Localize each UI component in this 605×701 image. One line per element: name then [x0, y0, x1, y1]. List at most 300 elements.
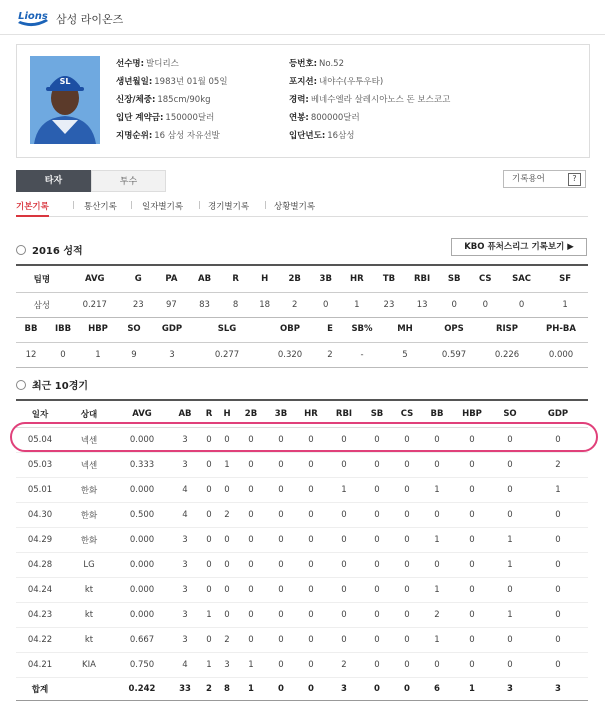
table-row: [16, 528, 588, 553]
stat-cell: 0: [236, 453, 266, 478]
total-cell: 0.242: [114, 678, 170, 701]
stat-cell: 0: [200, 553, 218, 578]
stat-cell: 1: [200, 603, 218, 628]
stat-cell: kt: [64, 628, 114, 653]
stat-cell: -: [342, 343, 382, 368]
stat-cell: 0: [236, 528, 266, 553]
stat-cell: 0: [492, 653, 528, 678]
stat-cell: 13: [406, 293, 439, 318]
stat-cell: 0: [528, 603, 588, 628]
total-cell: 33: [170, 678, 200, 701]
stat-cell: 0.750: [114, 653, 170, 678]
table-row: [16, 503, 588, 528]
column-header: BB: [16, 316, 46, 343]
subnav-daily-record[interactable]: 일자별기록: [142, 202, 184, 212]
stat-cell: 97: [155, 293, 188, 318]
lions-logo[interactable]: [16, 6, 50, 28]
stat-cell: 0: [200, 628, 218, 653]
stat-cell: 1: [422, 478, 452, 503]
column-header: SAC: [501, 265, 542, 293]
column-header: PH-BA: [534, 316, 588, 343]
profile-body-row: 신장/체중: 185cm/90kg: [116, 95, 211, 105]
total-cell: 0: [362, 678, 392, 701]
section-bullet-icon: [16, 245, 26, 255]
column-header: SB: [439, 265, 470, 293]
stat-cell: 0: [452, 553, 492, 578]
stat-cell: 0: [296, 653, 326, 678]
stat-cell: 1: [422, 528, 452, 553]
subnav-basic-record[interactable]: 기본기록: [16, 200, 49, 217]
profile-bonus-row: 입단 계약금: 150000달러: [116, 113, 215, 123]
stat-cell: 4: [170, 503, 200, 528]
stat-cell: 0: [200, 578, 218, 603]
total-cell: 합계: [16, 678, 64, 701]
stat-cell: 0: [392, 503, 422, 528]
column-header: RBI: [326, 400, 362, 428]
stat-cell: 0: [362, 553, 392, 578]
column-header: 2B: [236, 400, 266, 428]
column-header: AB: [188, 265, 221, 293]
stat-cell: 0: [492, 503, 528, 528]
recent-games-table: [16, 399, 588, 701]
stat-cell: 0: [326, 578, 362, 603]
stat-cell: 0.000: [114, 578, 170, 603]
stat-cell: 0.000: [114, 553, 170, 578]
stat-cell: 1: [236, 653, 266, 678]
stat-cell: 0: [236, 578, 266, 603]
column-header: E: [318, 316, 342, 343]
column-header: HR: [296, 400, 326, 428]
column-header: PA: [155, 265, 188, 293]
stat-cell: 0: [200, 503, 218, 528]
stat-cell: 0: [362, 478, 392, 503]
stat-cell: 18: [250, 293, 279, 318]
stat-cell: 0.000: [534, 343, 588, 368]
total-cell: 8: [218, 678, 236, 701]
stat-cell: 05.01: [16, 478, 64, 503]
total-cell: 3: [326, 678, 362, 701]
stat-cell: 3: [170, 528, 200, 553]
stat-cell: 0: [362, 453, 392, 478]
stat-cell: kt: [64, 578, 114, 603]
column-header: OBP: [262, 316, 318, 343]
column-header: MH: [382, 316, 428, 343]
stat-cell: 0.000: [114, 478, 170, 503]
column-header: HBP: [80, 316, 116, 343]
column-header: SO: [492, 400, 528, 428]
stat-cell: 3: [170, 553, 200, 578]
season-section-title: 2016 성적: [16, 242, 83, 257]
total-cell: [64, 678, 114, 701]
subnav-game-record[interactable]: 경기별기록: [208, 202, 250, 212]
stat-cell: 0: [236, 478, 266, 503]
profile-career-row: 경력: 베네수엘라 살레시아노스 돈 보스코고: [289, 95, 451, 105]
stat-cell: 0: [218, 428, 236, 453]
column-header: R: [200, 400, 218, 428]
column-header: 팀명: [16, 265, 68, 293]
stat-cell: 3: [152, 343, 192, 368]
stat-cell: 0: [492, 478, 528, 503]
stat-cell: 0: [200, 478, 218, 503]
stat-cell: 0: [392, 478, 422, 503]
column-header: CS: [470, 265, 501, 293]
stat-cell: 0: [492, 453, 528, 478]
stat-cell: 0: [218, 553, 236, 578]
column-header: RISP: [480, 316, 534, 343]
profile-left-column: [116, 55, 228, 145]
stat-cell: 0: [392, 428, 422, 453]
table-row: [16, 428, 588, 453]
subnav-divider: |: [130, 200, 133, 209]
stat-cell: 0.500: [114, 503, 170, 528]
stat-cell: 1: [80, 343, 116, 368]
stat-cell: 1: [492, 553, 528, 578]
top-header: [0, 0, 605, 35]
stat-cell: 0: [326, 453, 362, 478]
subnav-divider: |: [264, 200, 267, 209]
svg-text:Lions: Lions: [18, 11, 48, 22]
column-header: GDP: [528, 400, 588, 428]
profile-position-row: 포지션: 내야수(우투우타): [289, 77, 384, 87]
profile-salary-row: 연봉: 800000달러: [289, 113, 360, 123]
column-header: HBP: [452, 400, 492, 428]
subnav-divider: |: [72, 200, 75, 209]
column-header: SF: [542, 265, 588, 293]
stat-cell: 3: [170, 453, 200, 478]
stat-cell: 넥센: [64, 453, 114, 478]
stat-cell: 0: [200, 528, 218, 553]
profile-draft-row: 지명순위: 16 삼성 자유선발: [116, 131, 220, 141]
stat-cell: 0: [392, 653, 422, 678]
stat-cell: 0: [296, 478, 326, 503]
stat-cell: 한화: [64, 478, 114, 503]
stat-cell: 0: [362, 428, 392, 453]
stat-cell: 0: [422, 653, 452, 678]
help-icon: ?: [568, 173, 581, 186]
stat-cell: 0: [326, 628, 362, 653]
stat-cell: 0: [528, 503, 588, 528]
stat-cell: 04.30: [16, 503, 64, 528]
stat-cell: 0: [362, 578, 392, 603]
tab-pitcher[interactable]: 투수: [91, 170, 166, 192]
stat-cell: 04.21: [16, 653, 64, 678]
stat-cell: 0: [422, 553, 452, 578]
stat-cell: 0: [392, 453, 422, 478]
total-cell: 0: [266, 678, 296, 701]
stat-cell: 0.333: [114, 453, 170, 478]
stat-cell: 8: [221, 293, 250, 318]
table-row: [16, 628, 588, 653]
stat-cell: 1: [542, 293, 588, 318]
stat-cell: 0: [266, 553, 296, 578]
stat-cell: 05.03: [16, 453, 64, 478]
stat-cell: 04.23: [16, 603, 64, 628]
player-photo: [30, 56, 100, 144]
table-row: [16, 603, 588, 628]
stat-cell: 04.22: [16, 628, 64, 653]
stat-cell: 3: [170, 628, 200, 653]
stat-cell: 0: [218, 578, 236, 603]
stat-cell: 0: [266, 478, 296, 503]
column-header: SO: [116, 316, 152, 343]
stat-cell: 삼성: [16, 293, 68, 318]
stat-cell: 23: [372, 293, 405, 318]
stat-cell: 2: [218, 503, 236, 528]
stat-cell: 0: [528, 428, 588, 453]
column-header: IBB: [46, 316, 80, 343]
subnav-situation-record[interactable]: 상황별기록: [274, 202, 316, 212]
tab-batter[interactable]: 타자: [16, 170, 91, 192]
stat-cell: 0: [492, 428, 528, 453]
stat-cell: 0: [392, 553, 422, 578]
total-cell: 1: [236, 678, 266, 701]
stat-cell: 0: [236, 428, 266, 453]
stat-cell: 0: [326, 528, 362, 553]
stat-cell: 0: [452, 428, 492, 453]
stat-cell: 2: [218, 628, 236, 653]
stat-cell: 1: [341, 293, 372, 318]
total-cell: 1: [452, 678, 492, 701]
svg-text:SL: SL: [59, 77, 71, 86]
column-header: H: [250, 265, 279, 293]
stat-cell: 0.000: [114, 428, 170, 453]
stat-cell: 0: [452, 528, 492, 553]
column-header: AVG: [114, 400, 170, 428]
total-cell: 6: [422, 678, 452, 701]
season-stats-table-1: [16, 264, 588, 318]
stat-cell: 0: [266, 528, 296, 553]
total-cell: 3: [492, 678, 528, 701]
stat-cell: 한화: [64, 528, 114, 553]
profile-number-row: 등번호: No.52: [289, 59, 344, 69]
stat-cell: 0.277: [192, 343, 262, 368]
stat-cell: 04.24: [16, 578, 64, 603]
stat-cell: 0: [439, 293, 470, 318]
stat-cell: 2: [318, 343, 342, 368]
stat-cell: 83: [188, 293, 221, 318]
column-header: G: [122, 265, 155, 293]
stat-cell: 0: [200, 428, 218, 453]
stat-cell: 0: [266, 653, 296, 678]
stat-cell: 3: [218, 653, 236, 678]
column-header: OPS: [428, 316, 480, 343]
stat-cell: 0: [528, 653, 588, 678]
total-cell: 0: [392, 678, 422, 701]
stat-cell: 0: [236, 603, 266, 628]
total-row: [16, 678, 588, 701]
stat-cell: 0: [452, 603, 492, 628]
stat-cell: 1: [528, 478, 588, 503]
column-header: GDP: [152, 316, 192, 343]
stat-cell: LG: [64, 553, 114, 578]
stat-cell: 0: [326, 553, 362, 578]
stat-cell: 04.29: [16, 528, 64, 553]
stat-cell: 0: [266, 628, 296, 653]
stat-cell: 0.667: [114, 628, 170, 653]
stat-cell: 0: [422, 503, 452, 528]
stat-cell: 2: [326, 653, 362, 678]
stat-cell: 0: [362, 503, 392, 528]
stat-cell: 04.28: [16, 553, 64, 578]
stat-cell: 0: [492, 628, 528, 653]
subnav-career-record[interactable]: 통산기록: [84, 202, 117, 212]
stat-cell: 0: [296, 578, 326, 603]
stat-cell: 1: [200, 653, 218, 678]
table-row: [16, 553, 588, 578]
profile-joined-row: 입단년도: 16삼성: [289, 131, 355, 141]
column-header: H: [218, 400, 236, 428]
stat-cell: 0: [326, 503, 362, 528]
stat-cell: 넥센: [64, 428, 114, 453]
column-header: R: [221, 265, 250, 293]
stat-cell: 0: [236, 628, 266, 653]
stat-cell: 0: [296, 428, 326, 453]
stat-cell: 0: [362, 653, 392, 678]
stat-cell: 3: [170, 603, 200, 628]
stat-cell: 0: [218, 528, 236, 553]
column-header: RBI: [406, 265, 439, 293]
stat-cell: KIA: [64, 653, 114, 678]
column-header: AB: [170, 400, 200, 428]
stat-cell: 0: [266, 578, 296, 603]
column-header: BB: [422, 400, 452, 428]
stat-cell: 0: [296, 453, 326, 478]
table-row: [16, 578, 588, 603]
column-header: 상대: [64, 400, 114, 428]
stat-cell: 2: [279, 293, 310, 318]
stat-cell: 0: [528, 528, 588, 553]
stat-cell: 0: [362, 628, 392, 653]
profile-name-row: 선수명: 발디리스: [116, 59, 179, 69]
stat-cell: 0: [266, 428, 296, 453]
season-stats-table-2: [16, 316, 588, 368]
stat-cell: 0: [470, 293, 501, 318]
stat-cell: 0: [392, 528, 422, 553]
stat-cell: 1: [326, 478, 362, 503]
table-row: [16, 478, 588, 503]
team-name: 삼성 라이온즈: [56, 13, 124, 26]
stat-cell: 0: [392, 603, 422, 628]
stat-cell: 0: [236, 503, 266, 528]
stat-cell: 0.320: [262, 343, 318, 368]
table-row: [16, 653, 588, 678]
stat-cell: 3: [170, 428, 200, 453]
stat-cell: 0: [326, 428, 362, 453]
stat-cell: 0: [326, 603, 362, 628]
stat-cell: 0: [422, 453, 452, 478]
recent-section-title: 최근 10경기: [16, 377, 88, 392]
total-cell: 2: [200, 678, 218, 701]
stat-cell: 23: [122, 293, 155, 318]
stat-cell: 1: [492, 603, 528, 628]
stat-cell: 0.226: [480, 343, 534, 368]
stat-cell: 0: [452, 503, 492, 528]
glossary-button[interactable]: [503, 170, 586, 188]
stat-cell: 0: [362, 528, 392, 553]
column-header: TB: [372, 265, 405, 293]
stat-cell: 0: [296, 503, 326, 528]
stat-cell: 0: [296, 528, 326, 553]
stat-cell: 0: [46, 343, 80, 368]
stat-cell: 0: [452, 478, 492, 503]
stat-cell: 0: [452, 628, 492, 653]
column-header: AVG: [68, 265, 122, 293]
kbo-futures-link-button[interactable]: KBO 퓨처스리그 기록보기 ▶: [451, 238, 587, 256]
stat-cell: 3: [170, 578, 200, 603]
stat-cell: 12: [16, 343, 46, 368]
stat-cell: 0: [528, 553, 588, 578]
stat-cell: 0: [452, 453, 492, 478]
stat-cell: 0: [452, 578, 492, 603]
player-profile-card: [16, 44, 590, 158]
stat-cell: 0: [492, 578, 528, 603]
column-header: SB%: [342, 316, 382, 343]
stat-cell: 2: [528, 453, 588, 478]
subnav-divider: |: [198, 200, 201, 209]
stat-cell: 0.000: [114, 603, 170, 628]
column-header: 2B: [279, 265, 310, 293]
stat-cell: 0.217: [68, 293, 122, 318]
stat-cell: 0: [266, 503, 296, 528]
stat-cell: 0: [266, 453, 296, 478]
profile-right-column: [289, 55, 450, 145]
column-header: SB: [362, 400, 392, 428]
stat-cell: 1: [422, 628, 452, 653]
stat-cell: 0: [501, 293, 542, 318]
stat-cell: 9: [116, 343, 152, 368]
table-row: [16, 453, 588, 478]
stat-cell: 0.597: [428, 343, 480, 368]
profile-birth-row: 생년월일: 1983년 01월 05일: [116, 77, 228, 87]
stat-cell: 0: [528, 628, 588, 653]
stat-cell: 05.04: [16, 428, 64, 453]
column-header: 3B: [266, 400, 296, 428]
total-cell: 0: [296, 678, 326, 701]
column-header: 일자: [16, 400, 64, 428]
stat-cell: 2: [422, 603, 452, 628]
stat-cell: 0: [422, 428, 452, 453]
stat-cell: 4: [170, 653, 200, 678]
stat-cell: 1: [492, 528, 528, 553]
stat-cell: 0: [296, 628, 326, 653]
stat-cell: 0: [452, 653, 492, 678]
stat-cell: 0: [296, 603, 326, 628]
stat-cell: 1: [218, 453, 236, 478]
stat-cell: 0.000: [114, 528, 170, 553]
stat-cell: 0: [266, 603, 296, 628]
stat-cell: 0: [392, 578, 422, 603]
stat-cell: 5: [382, 343, 428, 368]
stat-cell: 0: [218, 603, 236, 628]
player-type-tabs: [16, 170, 242, 192]
stat-cell: 0: [528, 578, 588, 603]
column-header: 3B: [310, 265, 341, 293]
stat-cell: 4: [170, 478, 200, 503]
total-cell: 3: [528, 678, 588, 701]
stat-cell: 0: [310, 293, 341, 318]
section-bullet-icon: [16, 380, 26, 390]
stat-cell: 0: [362, 603, 392, 628]
column-header: CS: [392, 400, 422, 428]
stat-cell: 0: [236, 553, 266, 578]
column-header: HR: [341, 265, 372, 293]
record-subnav: [16, 196, 588, 217]
stat-cell: kt: [64, 603, 114, 628]
stat-cell: 1: [422, 578, 452, 603]
stat-cell: 한화: [64, 503, 114, 528]
column-header: SLG: [192, 316, 262, 343]
glossary-label: 기록용어: [512, 174, 545, 184]
